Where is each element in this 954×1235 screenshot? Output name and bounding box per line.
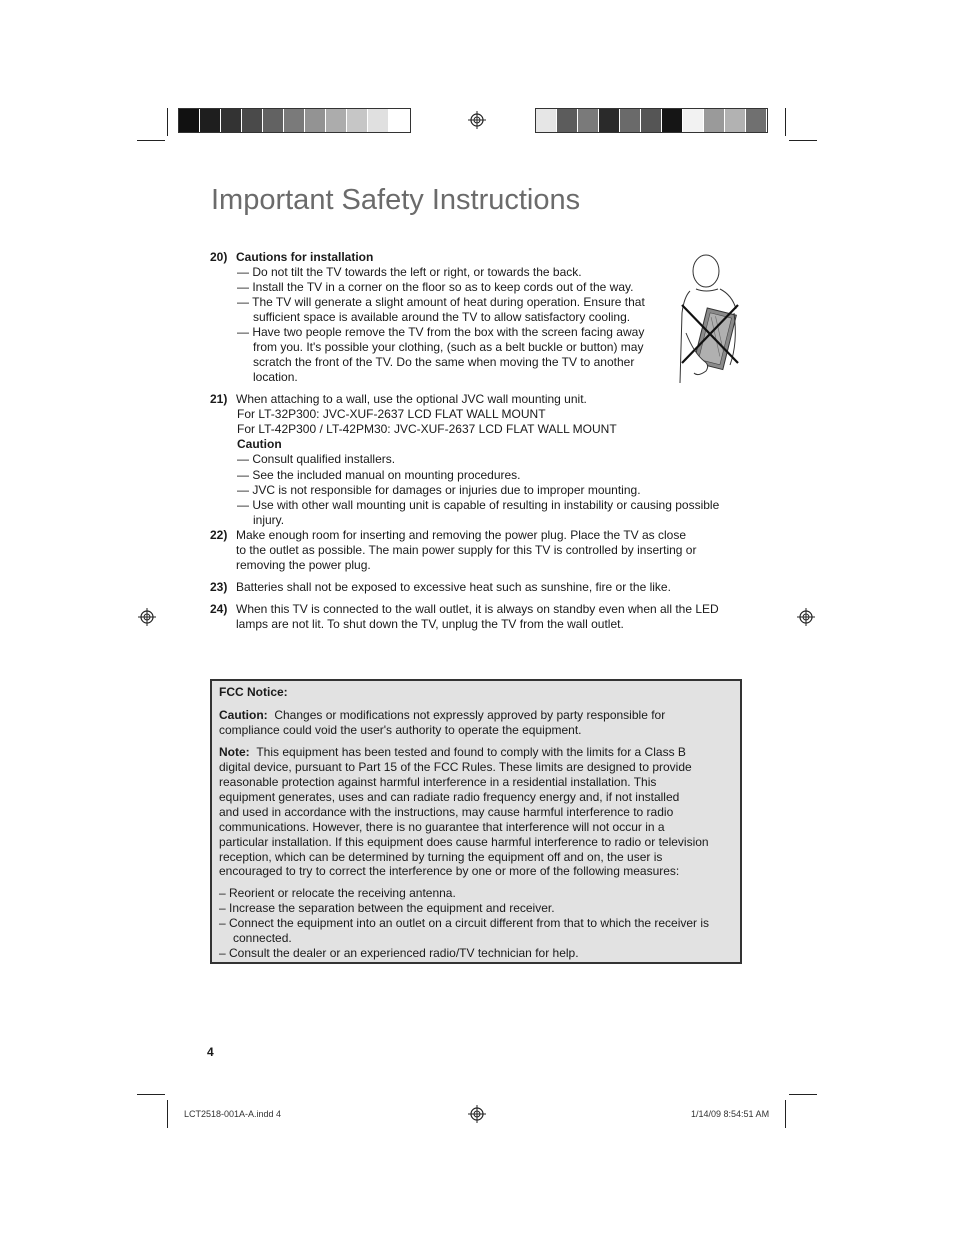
- item-line: — Use with other wall mounting unit is capable of resulting in instability or causing possible: [237, 498, 720, 512]
- item-line: For LT-42P300 / LT-42PM30: JVC-XUF-2637 LCD FLAT WALL MOUNT: [237, 422, 617, 436]
- crop-mark: [785, 108, 786, 136]
- color-swatch: [242, 109, 263, 132]
- fcc-caution-text: Changes or modifications not expressly approved by party responsible for: [274, 708, 666, 722]
- fcc-note-line: encouraged to try to correct the interference by one or more of the following measures:: [219, 864, 680, 878]
- color-swatch: [284, 109, 305, 132]
- crop-mark: [137, 1094, 165, 1095]
- fcc-note-line: [219, 745, 686, 759]
- registration-mark-icon: [468, 111, 486, 129]
- item-line: — Do not tilt the TV towards the left or right, or towards the back.: [237, 265, 582, 279]
- fcc-note-label: Note:: [219, 745, 250, 759]
- item-line: Make enough room for inserting and removing the power plug. Place the TV as close: [236, 528, 687, 542]
- fcc-measure: connected.: [233, 931, 292, 945]
- fcc-note-line: equipment generates, uses and can radiate radio frequency energy and, if not installed: [219, 790, 680, 804]
- fcc-note-line: reasonable protection against harmful interference in a residential installation. This: [219, 775, 657, 789]
- color-swatch: [263, 109, 284, 132]
- color-swatch: [368, 109, 389, 132]
- fcc-note-text: This equipment has been tested and found to comply with the limits for a Class B: [256, 745, 686, 759]
- item-line: When this TV is connected to the wall outlet, it is always on standby even when all the LED: [236, 602, 719, 616]
- fcc-heading: FCC Notice:: [219, 685, 288, 699]
- color-swatch: [599, 109, 620, 132]
- color-bar-right: [535, 108, 768, 133]
- item-line: When attaching to a wall, use the optional JVC wall mounting unit.: [236, 392, 587, 406]
- page-number: 4: [207, 1045, 214, 1059]
- color-swatch: [347, 109, 368, 132]
- item-number: 22): [210, 528, 228, 542]
- fcc-note-line: and used in accordance with the instructions, may cause harmful interference to radio: [219, 805, 674, 819]
- item-line: — The TV will generate a slight amount of heat during operation. Ensure that: [237, 295, 645, 309]
- item-line: — JVC is not responsible for damages or injuries due to improper mounting.: [237, 483, 641, 497]
- color-swatch: [305, 109, 326, 132]
- color-swatch: [389, 109, 410, 132]
- color-swatch: [662, 109, 683, 132]
- fcc-measure: – Increase the separation between the equipment and receiver.: [219, 901, 555, 915]
- crop-mark: [137, 140, 165, 141]
- slug-timestamp: 1/14/09 8:54:51 AM: [691, 1109, 770, 1119]
- slug-filename: LCT2518-001A-A.indd 4: [184, 1109, 282, 1119]
- item-line: — Install the TV in a corner on the floor so as to keep cords out of the way.: [237, 280, 634, 294]
- registration-mark-icon: [138, 608, 156, 626]
- fcc-note-line: communications. However, there is no guarantee that interference will not occur in a: [219, 820, 665, 834]
- item-number: 24): [210, 602, 228, 616]
- item-line: — Have two people remove the TV from the box with the screen facing away: [237, 325, 645, 339]
- item-number: 23): [210, 580, 228, 594]
- registration-mark-icon: [797, 608, 815, 626]
- color-swatch: [704, 109, 725, 132]
- color-swatch: [179, 109, 200, 132]
- color-swatch: [578, 109, 599, 132]
- item-number: 21): [210, 392, 228, 406]
- crop-mark: [167, 108, 168, 136]
- color-swatch: [641, 109, 662, 132]
- crop-mark: [789, 140, 817, 141]
- color-swatch: [725, 109, 746, 132]
- item-line: from you. It's possible your clothing, (such as a belt buckle or button) may: [253, 340, 644, 354]
- item-line: removing the power plug.: [236, 558, 371, 572]
- item-line: — Consult qualified installers.: [237, 452, 396, 466]
- fcc-measure: – Connect the equipment into an outlet on a circuit different from that to which the receiver is: [219, 916, 710, 930]
- fcc-measure: – Consult the dealer or an experienced radio/TV technician for help.: [219, 946, 579, 960]
- color-swatch: [536, 109, 557, 132]
- item-line: For LT-32P300: JVC-XUF-2637 LCD FLAT WALL MOUNT: [237, 407, 546, 421]
- item-subheading: Caution: [237, 437, 282, 451]
- fcc-caution-line: [219, 708, 665, 722]
- page-title: Important Safety Instructions: [211, 184, 581, 216]
- item-line: lamps are not lit. To shut down the TV, unplug the TV from the wall outlet.: [236, 617, 624, 631]
- color-swatch: [200, 109, 221, 132]
- color-swatch: [326, 109, 347, 132]
- crop-mark: [785, 1100, 786, 1128]
- fcc-caution-label: Caution:: [219, 708, 268, 722]
- item-number: 20): [210, 250, 228, 264]
- do-not-tilt-person-carrying-tv-crossed-icon: [676, 253, 746, 387]
- item-line: sufficient space is available around the TV to allow satisfactory cooling.: [253, 310, 631, 324]
- fcc-measure: – Reorient or relocate the receiving antenna.: [219, 886, 456, 900]
- item-line: injury.: [253, 513, 285, 527]
- fcc-notice-box: [210, 679, 742, 964]
- color-swatch: [557, 109, 578, 132]
- fcc-note-line: particular installation. If this equipment does cause harmful interference to radio or television: [219, 835, 709, 849]
- color-swatch: [620, 109, 641, 132]
- fcc-caution-line: compliance could void the user's authority to operate the equipment.: [219, 723, 582, 737]
- crop-mark: [167, 1100, 168, 1128]
- crop-mark: [789, 1094, 817, 1095]
- item-line: location.: [253, 370, 298, 384]
- item-line: Batteries shall not be exposed to excessive heat such as sunshine, fire or the like.: [236, 580, 671, 594]
- item-line: — See the included manual on mounting procedures.: [237, 468, 521, 482]
- color-bar-left: [178, 108, 411, 133]
- item-line: to the outlet as possible. The main power supply for this TV is controlled by inserting or: [236, 543, 697, 557]
- item-heading: Cautions for installation: [236, 250, 374, 264]
- color-swatch: [746, 109, 767, 132]
- color-swatch: [683, 109, 704, 132]
- color-swatch: [221, 109, 242, 132]
- registration-mark-icon: [468, 1105, 486, 1123]
- fcc-note-line: reception, which can be determined by turning the equipment off and on, the user is: [219, 850, 663, 864]
- item-line: scratch the front of the TV. Do the same when moving the TV to another: [253, 355, 635, 369]
- fcc-note-line: digital device, pursuant to Part 15 of the FCC Rules. These limits are designed to provide: [219, 760, 692, 774]
